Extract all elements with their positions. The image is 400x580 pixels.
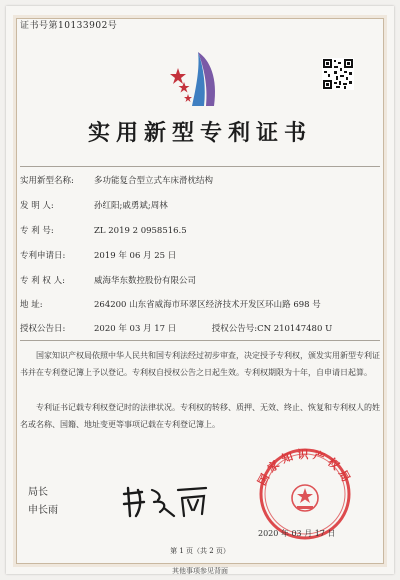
back-page-note: 其他事项参见背面: [172, 567, 228, 575]
cnipa-emblem-icon: [170, 48, 230, 108]
field-patentee: [20, 274, 196, 286]
field-label: 专 利 号:: [20, 226, 54, 236]
field-utility-model-name: [20, 174, 213, 186]
field-inventor: [20, 199, 168, 211]
certificate-number: 证书号第10133902号: [20, 21, 118, 31]
field-address: [20, 298, 321, 310]
field-patent-number: [20, 224, 187, 236]
field-value: CN 210147480 U: [257, 324, 333, 334]
field-value: 孙红阳;戚勇斌;周林: [94, 201, 168, 211]
field-label: 授权公告号:: [211, 324, 258, 334]
field-value: 威海华东数控股份有限公司: [94, 276, 197, 286]
page-number: 第 1 页（共 2 页）: [170, 547, 230, 555]
officer-name: 申长雨: [28, 505, 58, 516]
field-label: 实用新型名称:: [20, 176, 74, 186]
field-label: 专利申请日:: [20, 251, 66, 261]
field-value: 2019 年 06 月 25 日: [94, 251, 177, 261]
divider: [20, 166, 380, 167]
qr-code-icon: [322, 58, 354, 90]
seal-date: 2020 年 03 月 17 日: [258, 529, 336, 538]
divider: [20, 340, 380, 341]
official-seal: [245, 440, 365, 540]
grant-statement: 国家知识产权局依照中华人民共和国专利法经过初步审查，决定授予专利权，颁发实用新型专利证书并在专利登记簿上予以登记。专利权自授权公告之日起生效。专利权期限为十年，自申请日起算。: [20, 351, 380, 377]
field-value: 多功能复合型立式车床滑枕结构: [94, 176, 214, 186]
field-label: 地 址:: [20, 300, 43, 310]
field-label: 发 明 人:: [20, 201, 54, 211]
field-label: 授权公告日:: [20, 324, 66, 334]
field-announcement: [20, 322, 332, 334]
legal-status-note: 专利证书记载专利权登记时的法律状况。专利权的转移、质押、无效、终止、恢复和专利权人的姓名或名称、国籍、地址变更等事项记载在专利登记簿上。: [20, 403, 380, 429]
signature-icon: [118, 482, 212, 522]
field-value: 264200 山东省威海市环翠区经济技术开发区环山路 698 号: [94, 300, 321, 310]
field-value: 2020 年 03 月 17 日: [94, 324, 177, 334]
seal-text: 国家知识产权局: [255, 448, 355, 488]
field-filing-date: [20, 249, 176, 261]
field-label: 专 利 权 人:: [20, 276, 65, 286]
national-emblem-icon: [292, 485, 318, 511]
document-title: 实用新型专利证书: [87, 120, 312, 146]
field-value: ZL 2019 2 0958516.5: [94, 226, 187, 236]
officer-title: 局长: [28, 487, 48, 498]
